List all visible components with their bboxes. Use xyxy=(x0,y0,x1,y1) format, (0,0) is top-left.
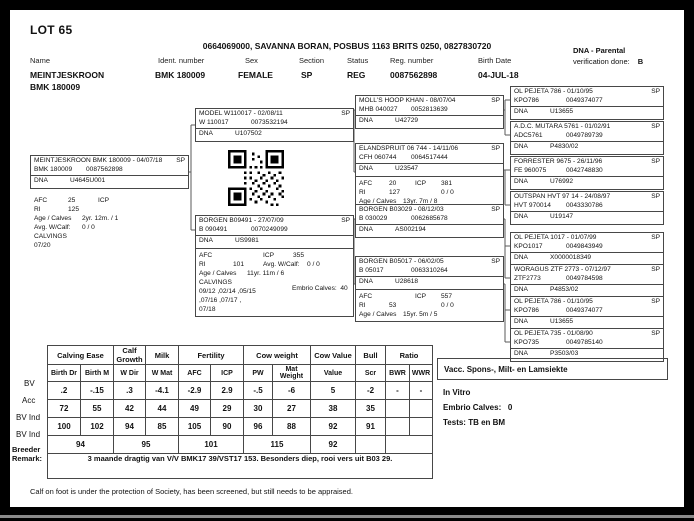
ebv-value: 94 xyxy=(114,418,146,436)
dna-value: X0000018349 xyxy=(550,254,592,261)
ebv-value: -2.9 xyxy=(179,382,211,400)
ebv-group-header: Cow Value xyxy=(311,346,356,365)
embrio-calves xyxy=(292,285,348,294)
ebv-group-header: Bull xyxy=(356,346,386,365)
pedigree-box-ggp-7 xyxy=(510,296,664,330)
breeder-remark-text: 3 maande dragtig van V/V BMK17 39/VST17 153. Besonders diep, rooi vers uit B03 29. xyxy=(48,454,433,479)
ebv-acc-row xyxy=(48,400,433,418)
ebv-value: 42 xyxy=(114,400,146,418)
ebv-value: 85 xyxy=(146,418,179,436)
pedigree-box-ggp-8 xyxy=(510,328,664,362)
section-badge: SP xyxy=(651,330,660,337)
animal-id: ADC5761 xyxy=(514,131,543,139)
animal-name: MODEL W110017 - 02/08/11 xyxy=(199,110,283,117)
sex-label: Sex xyxy=(245,56,258,65)
dna-value: P4830/02 xyxy=(550,143,579,150)
dna-label: DNA xyxy=(359,165,373,172)
pedigree-box-gp-4 xyxy=(355,256,504,322)
animal-name-value-line2: BMK 180009 xyxy=(30,82,81,92)
animal-reg: 0062685678 xyxy=(411,214,448,222)
dna-value: U13655 xyxy=(550,318,574,325)
ebv-group-value: 101 xyxy=(179,436,244,454)
dna-label: DNA xyxy=(514,213,528,220)
vaccination-text: Vacc. Spons-, Milt- en Lamsiekte xyxy=(444,364,568,374)
pedigree-box-ggp-5 xyxy=(510,232,664,266)
ebv-value xyxy=(410,418,433,436)
dna-value: U28618 xyxy=(395,278,419,285)
pedigree-box-ggp-2 xyxy=(510,121,664,155)
ebv-remark-row xyxy=(48,454,433,479)
ebv-group-value xyxy=(386,436,433,454)
animal-id: B 090491 xyxy=(199,225,228,233)
animal-reg: 0049374077 xyxy=(566,96,603,104)
breeder-contact-line: 0664069000, SAVANNA BORAN, POSBUS 1163 BRITS 0250, 0827830720 xyxy=(202,41,492,51)
stat-value: 11yr. 11m / 6 xyxy=(247,269,285,277)
ebv-value: 38 xyxy=(311,400,356,418)
stat-label: AFC xyxy=(34,197,48,204)
dna-label: DNA xyxy=(199,237,213,244)
ebv-col-header: Value xyxy=(311,365,356,382)
calvings-dates: 09/12 ,02/14 ,05/15 xyxy=(199,287,256,295)
breeder-remark-label-2: Remark: xyxy=(12,454,43,463)
animal-name: OL PEJETA 1017 - 01/07/99 xyxy=(514,234,597,241)
stat-label: AFC xyxy=(359,292,373,300)
ebv-value: 55 xyxy=(81,400,114,418)
pedigree-box-ggp-3 xyxy=(510,156,664,190)
ebv-bvind-group-row xyxy=(48,436,433,454)
ebv-value: 88 xyxy=(273,418,311,436)
stat-label: Age / Calves xyxy=(34,215,72,222)
ebv-group-header: Cow weight xyxy=(244,346,311,365)
section-badge: SP xyxy=(651,123,660,130)
ebv-col-header: Scr xyxy=(356,365,386,382)
stat-value: 0 / 0 xyxy=(307,260,320,268)
ebv-value: 49 xyxy=(179,400,211,418)
animal-id: FE 960075 xyxy=(514,166,547,174)
animal-id: KPO735 xyxy=(514,338,539,346)
stat-label: RI xyxy=(34,206,41,213)
ident-label: Ident. number xyxy=(158,56,205,65)
vaccination-box xyxy=(437,358,668,380)
animal-name: BORGEN B03029 - 08/12/03 xyxy=(359,206,444,213)
animal-reg: 0063310264 xyxy=(411,266,448,274)
ebv-value: 102 xyxy=(81,418,114,436)
dna-parental-label: DNA - Parental xyxy=(573,46,626,55)
ebv-value xyxy=(386,400,410,418)
ebv-col-header: W Dir xyxy=(114,365,146,382)
animal-reg: 0073532194 xyxy=(251,118,288,126)
stat-value: 2yr. 12m. / 1 xyxy=(82,215,119,222)
pedigree-box-ggp-1 xyxy=(510,86,664,120)
dna-verification-text: verification done: xyxy=(573,57,630,66)
animal-id: KPO786 xyxy=(514,306,539,314)
animal-name: OUTSPAN HVT 97 14 - 24/08/97 xyxy=(514,193,611,200)
ebv-group-header: Ratio xyxy=(386,346,433,365)
ebv-table xyxy=(47,345,433,479)
stat-value: 127 xyxy=(389,188,401,196)
stat-label: Age / Calves xyxy=(359,197,397,205)
lot-number: LOT 65 xyxy=(30,23,73,37)
stat-value: 557 xyxy=(441,292,453,300)
gp-stats xyxy=(356,176,503,208)
ebv-col-header: Birth Dr xyxy=(48,365,81,382)
dna-label: DNA xyxy=(514,254,528,261)
reg-value: 0087562898 xyxy=(390,70,438,80)
section-badge: SP xyxy=(651,158,660,165)
stat-label: RI xyxy=(359,301,366,309)
section-badge: SP xyxy=(651,266,660,273)
animal-id: MHB 040027 xyxy=(359,105,398,113)
dna-label: DNA xyxy=(34,177,48,184)
animal-id: B 05017 xyxy=(359,266,384,274)
birthdate-label: Birth Date xyxy=(478,56,512,65)
ebv-value xyxy=(386,418,410,436)
ebv-bvind-row xyxy=(48,418,433,436)
stat-value xyxy=(389,292,415,301)
ebv-group-value: 94 xyxy=(48,436,114,454)
animal-reg: 0064517444 xyxy=(411,153,448,161)
stat-value: 0 / 0 xyxy=(441,188,454,196)
dna-value: P3503/03 xyxy=(550,350,579,357)
dna-label: DNA xyxy=(359,226,373,233)
animal-name: BORGEN B09491 - 27/07/09 xyxy=(199,217,284,224)
stat-value: 0 / 0 xyxy=(441,301,454,309)
stat-label: ICP xyxy=(415,292,426,300)
dna-label: DNA xyxy=(514,108,528,115)
stat-value: 125 xyxy=(68,206,80,213)
dna-verification-result: B xyxy=(637,57,644,66)
ebv-value: 96 xyxy=(244,418,273,436)
animal-id: KPO786 xyxy=(514,96,539,104)
section-badge: SP xyxy=(651,193,660,200)
animal-name: ELANDSPRUIT 06 744 - 14/11/06 xyxy=(359,145,459,152)
stat-label: ICP xyxy=(98,197,109,204)
animal-name: OL PEJETA 786 - 01/10/95 xyxy=(514,88,593,95)
ebv-group-header: Fertility xyxy=(179,346,244,365)
pedigree-box-ggp-4 xyxy=(510,191,664,225)
ebv-group-value: 115 xyxy=(244,436,311,454)
animal-id: BMK 180009 xyxy=(34,165,73,173)
ebv-col-header: BWR xyxy=(386,365,410,382)
calvings-label: CALVINGS xyxy=(34,233,67,240)
ident-value: BMK 180009 xyxy=(155,70,206,80)
animal-name: A.D.C. MUTARA 5761 - 01/02/91 xyxy=(514,123,611,130)
ebv-value: 30 xyxy=(244,400,273,418)
sex-value: FEMALE xyxy=(238,70,273,80)
ebv-value: - xyxy=(410,382,433,400)
ebv-value: -.5 xyxy=(244,382,273,400)
stat-value: 0 / 0 xyxy=(82,224,95,231)
ebv-value: 2.9 xyxy=(211,382,244,400)
animal-name-value: MEINTJESKROON xyxy=(30,70,105,80)
ebv-value: -.15 xyxy=(81,382,114,400)
ebv-group-header: Calving Ease xyxy=(48,346,114,365)
qr-code xyxy=(228,150,284,206)
embrio-calves-value: 0 xyxy=(507,403,513,412)
dna-value: U23547 xyxy=(395,165,419,172)
ebv-value: - xyxy=(386,382,410,400)
stat-value: 15yr. 5m / 5 xyxy=(403,310,438,318)
stat-label: ICP xyxy=(263,251,274,259)
animal-name: MOLL'S HOOP KHAN - 08/07/04 xyxy=(359,97,456,104)
animal-name: FORRESTER 9675 - 26/11/96 xyxy=(514,158,603,165)
calvings-dates: ,07/16 ,07/17 , xyxy=(199,296,242,304)
tests-label: Tests: TB en BM xyxy=(443,418,506,427)
ebv-value: 92 xyxy=(311,418,356,436)
row-label-acc: Acc xyxy=(22,396,36,405)
dna-label: DNA xyxy=(199,130,213,137)
stat-value: 20 xyxy=(389,179,397,187)
animal-reg: 0070249099 xyxy=(251,225,288,233)
animal-reg: 0049785140 xyxy=(566,338,603,346)
animal-id: W 110017 xyxy=(199,118,229,126)
animal-reg: 0049789739 xyxy=(566,131,603,139)
animal-id: KPO1017 xyxy=(514,242,543,250)
section-badge: SP xyxy=(491,206,500,213)
ebv-value: 100 xyxy=(48,418,81,436)
embrio-label: Embrio Calves: xyxy=(292,284,337,292)
document-page xyxy=(10,10,684,507)
stat-value: 53 xyxy=(389,301,397,309)
bottom-gray-strip xyxy=(0,515,694,518)
stat-value: 355 xyxy=(293,251,305,259)
stat-label: ICP xyxy=(415,179,426,187)
animal-reg: 0043330786 xyxy=(566,201,603,209)
in-vitro-label: In Vitro xyxy=(443,388,471,397)
ebv-column-header-row xyxy=(48,365,433,382)
dna-label: DNA xyxy=(514,286,528,293)
section-badge: SP xyxy=(176,157,185,164)
ebv-group-value: 95 xyxy=(114,436,179,454)
ebv-group-header-row xyxy=(48,346,433,365)
subject-stats xyxy=(34,196,128,250)
section-badge: SP xyxy=(651,234,660,241)
dna-label: DNA xyxy=(514,143,528,150)
ebv-col-header: PW xyxy=(244,365,273,382)
stat-label: RI xyxy=(199,260,206,268)
animal-id: HVT 970014 xyxy=(514,201,551,209)
animal-reg: 0042748830 xyxy=(566,166,603,174)
stat-value: 381 xyxy=(441,179,453,187)
ebv-group-header: Calf Growth xyxy=(114,346,146,365)
ebv-value: 72 xyxy=(48,400,81,418)
stat-label: Age / Calves xyxy=(199,269,237,277)
ebv-bv-row xyxy=(48,382,433,400)
ebv-value: 105 xyxy=(179,418,211,436)
pedigree-box-gp-2 xyxy=(355,143,504,209)
ebv-value xyxy=(410,400,433,418)
calvings-dates: 07/20 xyxy=(34,242,51,249)
pedigree-box-sire xyxy=(195,108,354,142)
reg-label: Reg. number xyxy=(390,56,434,65)
status-label: Status xyxy=(347,56,369,65)
ebv-value: -6 xyxy=(273,382,311,400)
ebv-col-header: AFC xyxy=(179,365,211,382)
ebv-group-value: 92 xyxy=(311,436,356,454)
section-badge: SP xyxy=(491,97,500,104)
animal-reg: 0087562898 xyxy=(86,165,123,173)
animal-id: CFH 060744 xyxy=(359,153,397,161)
ebv-group-header: Milk xyxy=(146,346,179,365)
gp-stats xyxy=(356,289,503,321)
animal-name: MEINTJESKROON BMK 180009 - 04/07/18 xyxy=(34,157,163,164)
animal-reg: 0052813639 xyxy=(411,105,448,113)
ebv-value: 27 xyxy=(273,400,311,418)
row-label-bvind: BV Ind xyxy=(16,413,41,422)
ebv-col-header: WWR xyxy=(410,365,433,382)
section-badge: SP xyxy=(341,110,350,117)
breeder-remark-label-1: Breeder xyxy=(12,445,41,454)
ebv-col-header: ICP xyxy=(211,365,244,382)
calvings-dates: 07/18 xyxy=(199,305,216,313)
dna-value: U42729 xyxy=(395,117,419,124)
section-badge: SP xyxy=(651,88,660,95)
dna-label: DNA xyxy=(514,350,528,357)
dna-value: P4853/02 xyxy=(550,286,579,293)
animal-id: B 030029 xyxy=(359,214,388,222)
animal-id: ZTF2773 xyxy=(514,274,541,282)
ebv-value: 35 xyxy=(356,400,386,418)
animal-reg: 0049374077 xyxy=(566,306,603,314)
footer-note: Calf on foot is under the protection of Society, has been screened, but still needs to be appraised. xyxy=(30,487,353,496)
pedigree-box-dam xyxy=(195,215,354,317)
ebv-col-header: W Mat xyxy=(146,365,179,382)
animal-name: OL PEJETA 786 - 01/10/95 xyxy=(514,298,593,305)
stat-label: AFC xyxy=(359,179,373,187)
embrio-calves-label: Embrio Calves: xyxy=(443,403,502,412)
ebv-value: 29 xyxy=(211,400,244,418)
section-badge: SP xyxy=(341,217,350,224)
pedigree-box-subject xyxy=(30,155,189,189)
embrio-value: 40 xyxy=(340,284,348,292)
dam-stats xyxy=(196,248,353,316)
stat-label: AFC xyxy=(199,251,213,259)
calvings-label: CALVINGS xyxy=(199,278,232,286)
stat-value: 25 xyxy=(68,197,76,204)
pedigree-box-ggp-6 xyxy=(510,264,664,298)
dna-value: US9981 xyxy=(235,237,259,244)
ebv-value: .2 xyxy=(48,382,81,400)
dna-value: U76992 xyxy=(550,178,574,185)
row-label-bv: BV xyxy=(24,379,35,388)
stat-value: 101 xyxy=(233,260,245,268)
dna-label: DNA xyxy=(359,278,373,285)
dna-label: DNA xyxy=(514,318,528,325)
ebv-value: 44 xyxy=(146,400,179,418)
ebv-value: -2 xyxy=(356,382,386,400)
ebv-value: 91 xyxy=(356,418,386,436)
pedigree-box-gp-3 xyxy=(355,204,504,238)
pedigree-box-gp-1 xyxy=(355,95,504,129)
row-label-bvind2: BV Ind xyxy=(16,430,41,439)
stat-label: Avg. W/Calf: xyxy=(34,224,71,231)
name-label: Name xyxy=(30,56,51,65)
dna-value: AS002194 xyxy=(395,226,426,233)
animal-name: OL PEJETA 735 - 01/08/90 xyxy=(514,330,593,337)
section-value: SP xyxy=(301,70,313,80)
animal-name: BORGEN B05017 - 06/02/05 xyxy=(359,258,444,265)
animal-reg: 0049784598 xyxy=(566,274,603,282)
dna-value: U4645U001 xyxy=(70,177,106,184)
ebv-group-value xyxy=(356,436,386,454)
stat-value: 13yr. 7m / 8 xyxy=(403,197,438,205)
stat-value xyxy=(233,251,263,260)
section-badge: SP xyxy=(651,298,660,305)
stat-label: Age / Calves xyxy=(359,310,397,318)
section-badge: SP xyxy=(491,258,500,265)
ebv-col-header: Mat Weight xyxy=(273,365,311,382)
dna-verification-label xyxy=(573,57,643,66)
dna-value: U107502 xyxy=(235,130,262,137)
ebv-value: -4.1 xyxy=(146,382,179,400)
embrio-calves-line xyxy=(443,403,512,412)
section-label: Section xyxy=(299,56,325,65)
animal-reg: 0049843949 xyxy=(566,242,603,250)
animal-name: WORAGUS ZTF 2773 - 07/12/97 xyxy=(514,266,611,273)
dna-label: DNA xyxy=(359,117,373,124)
section-badge: SP xyxy=(491,145,500,152)
birthdate-value: 04-JUL-18 xyxy=(478,70,519,80)
stat-label: RI xyxy=(359,188,366,196)
ebv-value: 90 xyxy=(211,418,244,436)
dna-value: U19147 xyxy=(550,213,574,220)
ebv-value: 5 xyxy=(311,382,356,400)
dna-label: DNA xyxy=(514,178,528,185)
ebv-value: .3 xyxy=(114,382,146,400)
dna-value: U13655 xyxy=(550,108,574,115)
status-value: REG xyxy=(347,70,366,80)
ebv-col-header: Birth M xyxy=(81,365,114,382)
stat-label: Avg. W/Calf: xyxy=(263,260,300,268)
